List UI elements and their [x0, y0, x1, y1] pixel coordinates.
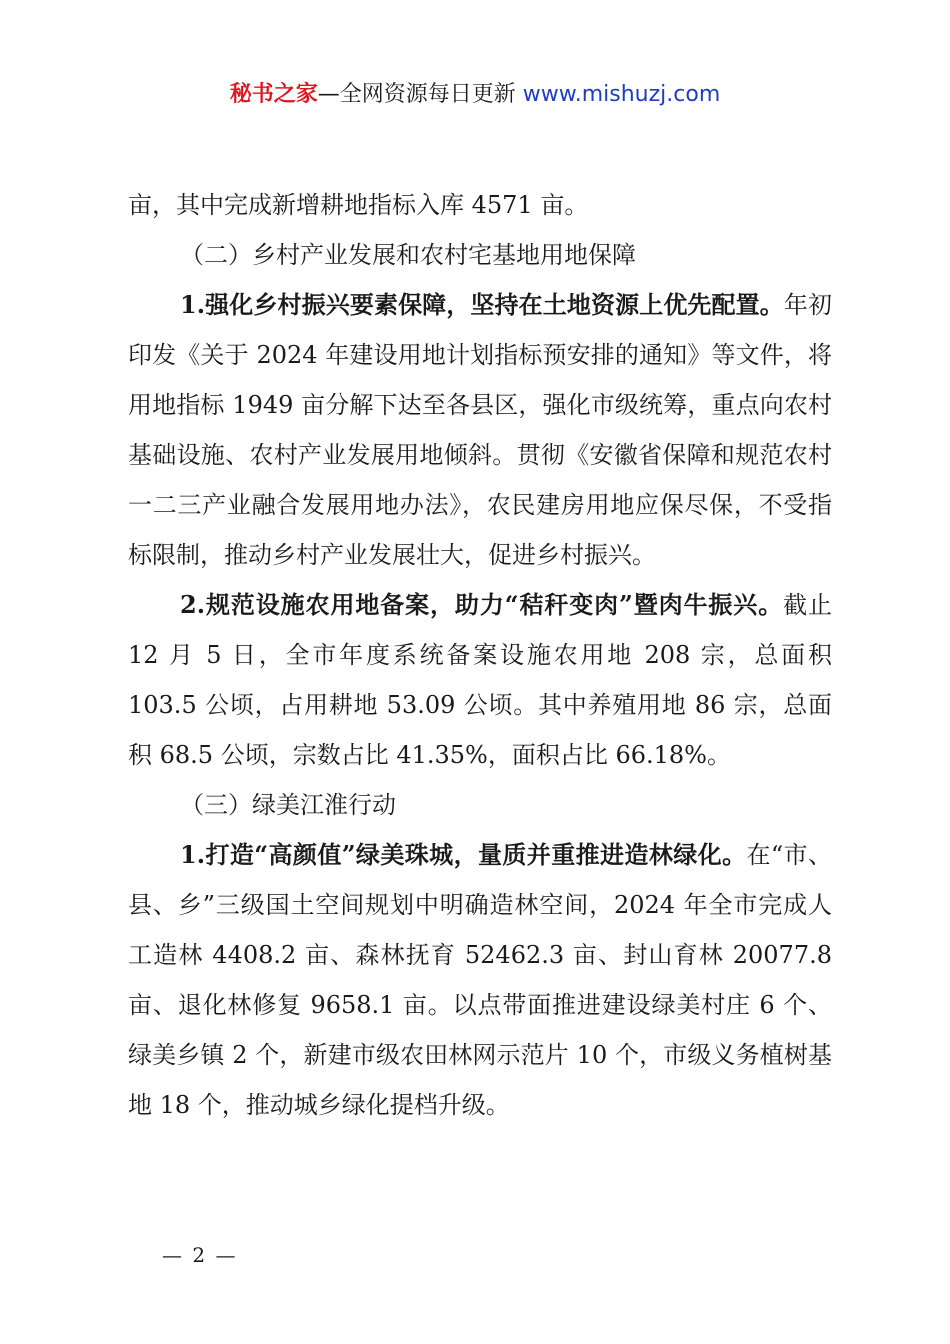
brand-name: 秘书之家: [229, 82, 318, 107]
paragraph-text-rural-revitalization: 年初印发《关于 2024 年建设用地计划指标预安排的通知》等文件，将用地指标 1949 亩分解下达至各县区，强化市级统筹，重点向农村基础设施、农村产业发展用地倾斜。贯彻《安徽省保障和规范农村一二三产业融合发展用地办法》，农民建房用地应保尽保，不受指标限制，推动乡村产业发展壮大，促进乡村振兴。: [128, 291, 833, 569]
section-heading-rural-industry: （二）乡村产业发展和农村宅基地用地保障: [180, 241, 636, 269]
page-number: — 2 —: [162, 1243, 238, 1267]
site-url: www.mishuzj.com: [522, 82, 721, 107]
subheading-facility-farmland: 2.规范设施农用地备案，助力“秸秆变肉”暨肉牛振兴。: [180, 590, 784, 619]
paragraph-text-facility-farmland: 截止 12 月 5 日，全市年度系统备案设施农用地 208 宗，总面积 103.5 公顷，占用耕地 53.09 公顷。其中养殖用地 86 宗，总面积 68.5 公顷，宗数占比 41.35%，面积占比 66.18%。: [128, 591, 832, 769]
paragraph-text-afforestation: 在“市、县、乡”三级国土空间规划中明确造林空间，2024 年全市完成人工造林 4408.2 亩、森林抚育 52462.3 亩、封山育林 20077.8 亩、退化林修复 9658.1 亩。以点带面推进建设绿美村庄 6 个、绿美乡镇 2 个，新建市级农田林网示范片 10 个，市级义务植树基地 18 个，推动城乡绿化提档升级。: [128, 841, 832, 1119]
paragraph-afforestation: [128, 830, 832, 1130]
subheading-afforestation: 1.打造“高颜值”绿美珠城，量质并重推进造林绿化。: [180, 840, 747, 869]
brand-slogan: —全网资源每日更新: [317, 82, 523, 107]
paragraph-facility-farmland: [128, 580, 832, 780]
document-body: [128, 180, 832, 1130]
site-watermark-header: [0, 78, 950, 112]
paragraph-continued: 亩，其中完成新增耕地指标入库 4571 亩。: [128, 191, 589, 219]
section-heading-green-jianghuai: （三）绿美江淮行动: [180, 791, 396, 819]
subheading-rural-revitalization: 1.强化乡村振兴要素保障，坚持在土地资源上优先配置。: [180, 290, 784, 319]
paragraph-rural-revitalization: [128, 280, 832, 580]
